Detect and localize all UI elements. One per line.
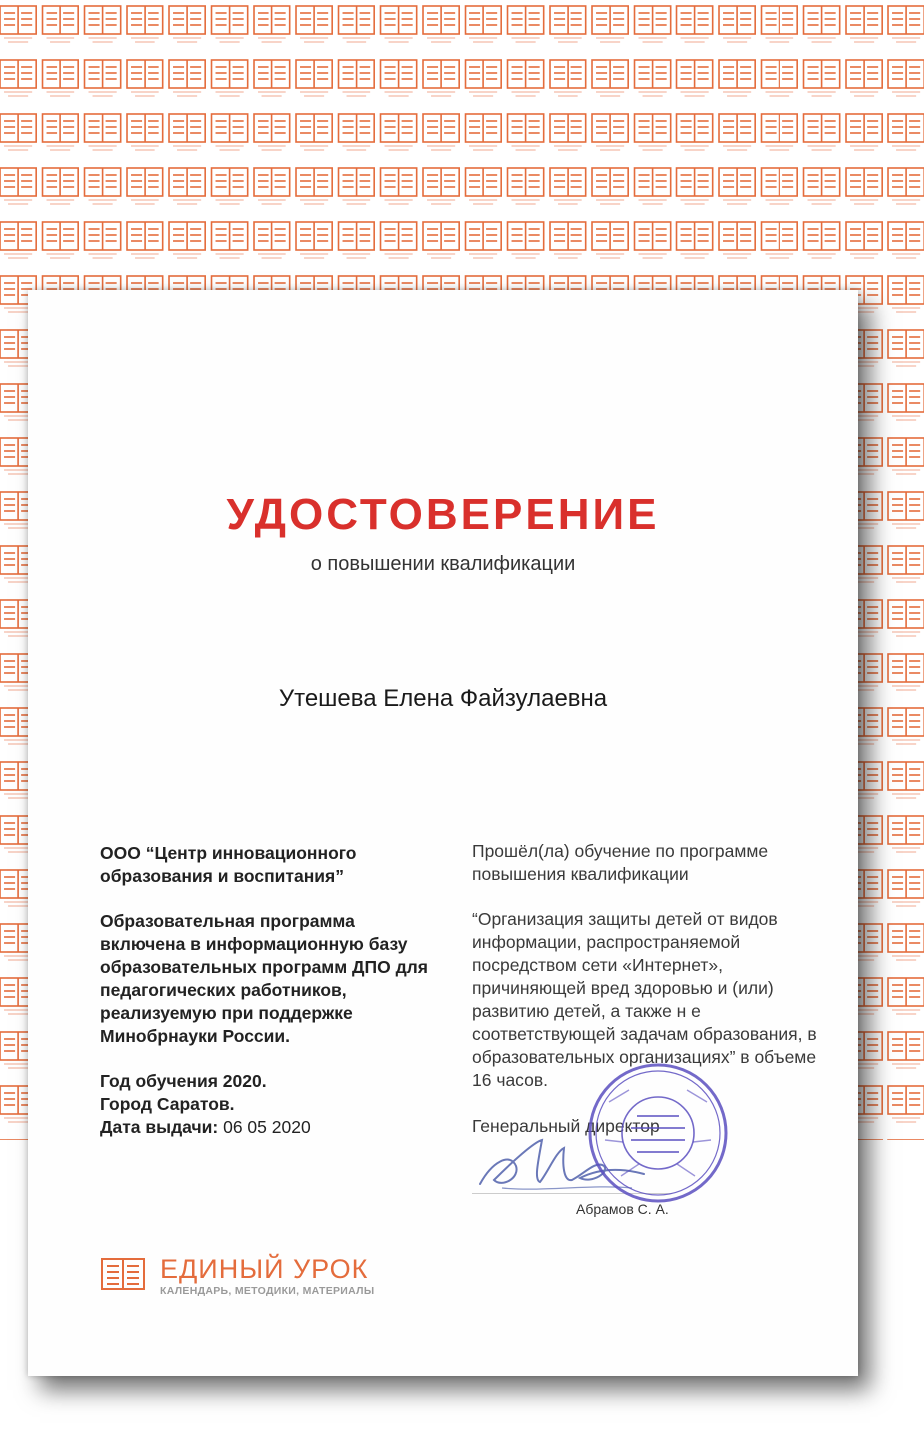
certificate-paper <box>28 290 858 1376</box>
issue-date-value: 06 05 2020 <box>223 1117 311 1137</box>
city-line: Город Саратов. <box>100 1094 235 1114</box>
year-line: Год обучения 2020. <box>100 1071 267 1091</box>
signer-title: Генеральный директор <box>472 1116 660 1136</box>
certificate-title: УДОСТОВЕРЕНИЕ <box>226 490 660 539</box>
certificate-subtitle: о повышении квалификации <box>310 553 576 575</box>
completion-intro: Прошёл(ла) обучение по программе повышения квалификации <box>472 841 769 884</box>
issue-date-line <box>100 1116 430 1139</box>
organization-name: ООО “Центр инновационного образования и воспитания” <box>100 843 357 886</box>
recipient-name: Утешева Елена Файзулаевна <box>278 685 608 712</box>
issuer-column <box>100 842 430 1139</box>
program-note: Образовательная программа включена в информационную базу образовательных программ ДПО для педагогических работников, реализуемую при поддержке Минобрнауки России. <box>100 911 429 1046</box>
program-title: “Организация защиты детей от видов информации, распространяемой посредством сети «Интернет», причиняющей вред здоровью и (или) развитию детей, а также н е соответствующей задачам образования, в образовательных организациях” в объеме 16 часов. <box>472 909 817 1090</box>
official-stamp-seal <box>583 1058 733 1208</box>
signer-name: Абрамов С. А. <box>576 1201 669 1217</box>
issue-date-label: Дата выдачи: <box>100 1117 219 1137</box>
brand-name: ЕДИНЫЙ УРОК <box>160 1254 369 1284</box>
book-logo-icon <box>100 1256 146 1292</box>
edinyi-urok-logo <box>100 1252 400 1302</box>
brand-tagline: КАЛЕНДАРЬ, МЕТОДИКИ, МАТЕРИАЛЫ <box>160 1285 375 1297</box>
